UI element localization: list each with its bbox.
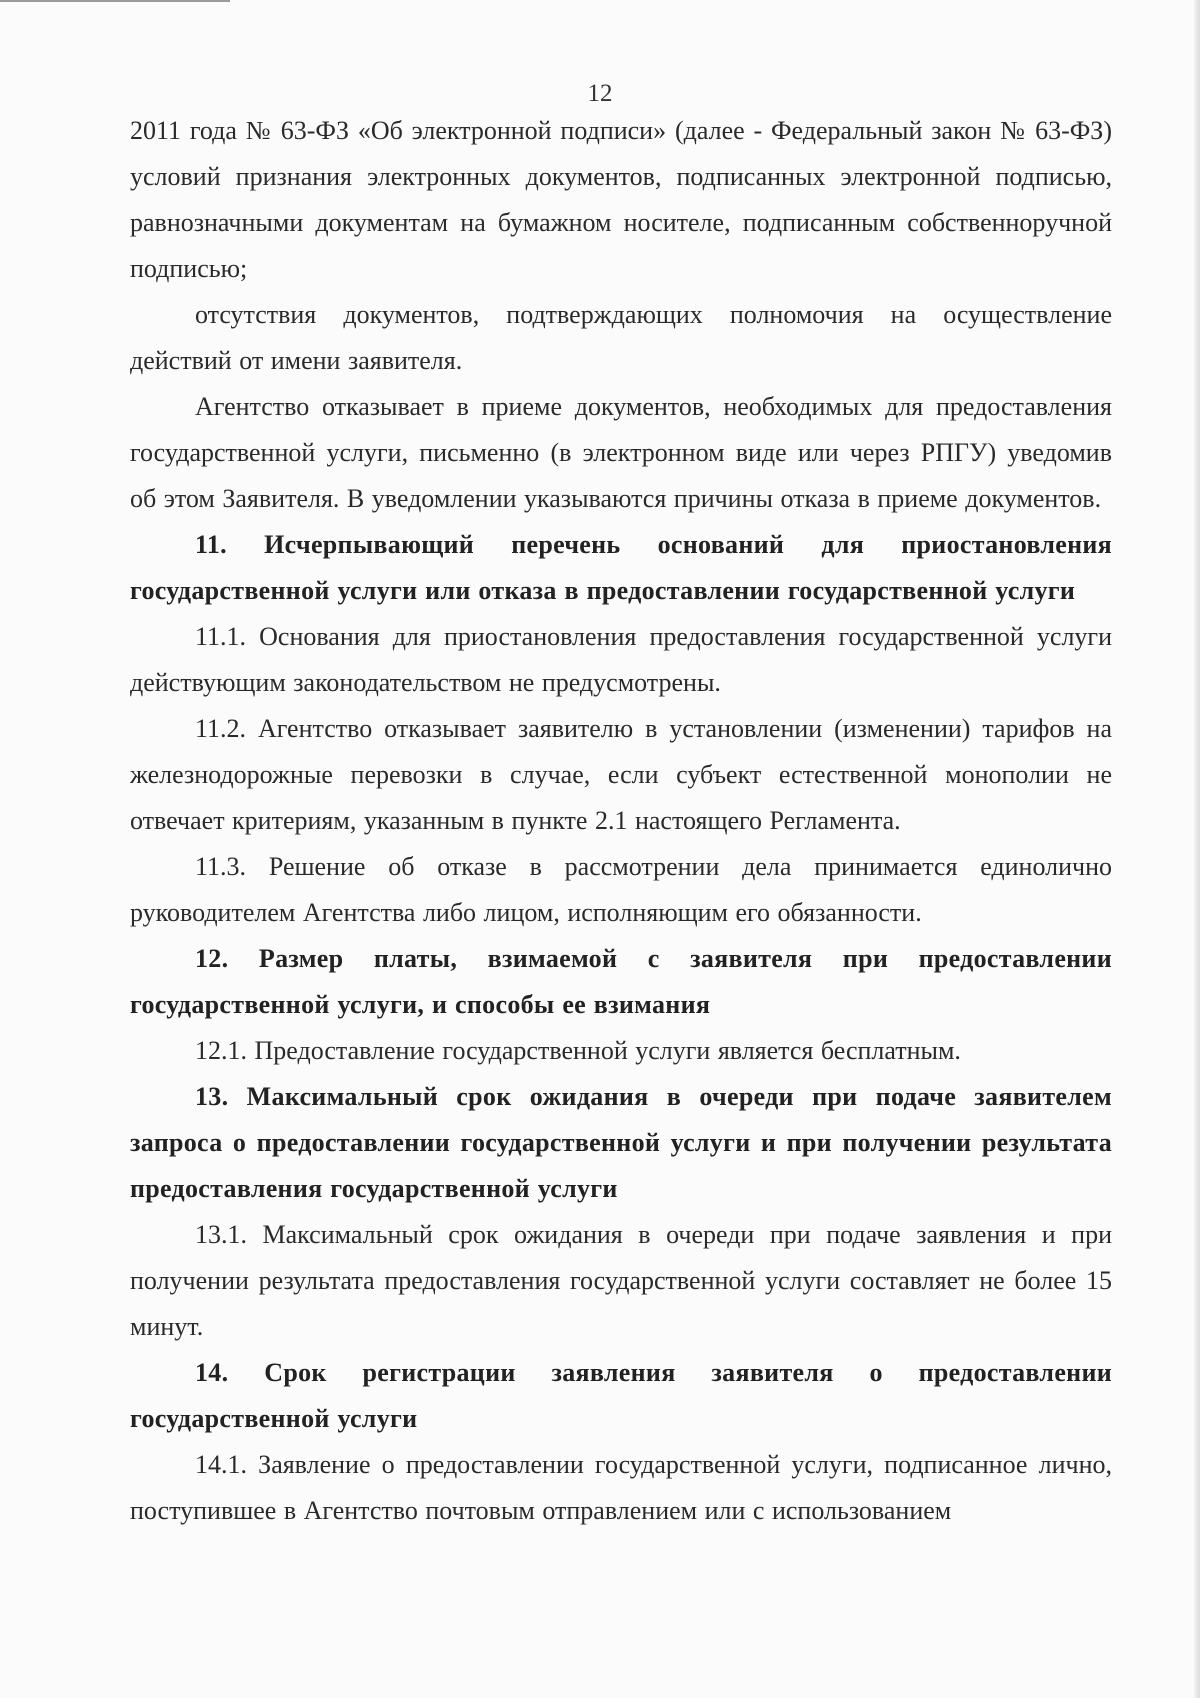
paragraph-agency-refusal: Агентство отказывает в приеме документов, необходимых для предоставления государственной услуги, письменно (в электронном виде или через РПГУ) уведомив об этом Заявителя. В уведомлении указываются причины отказа в приеме документов. <box>130 392 1112 513</box>
paragraph-12-1: 12.1. Предоставление государственной услуги является бесплатным. <box>195 1036 961 1065</box>
heading-section-13: 13. Максимальный срок ожидания в очереди при подаче заявителем запроса о предоставлении государственной услуги и при получении результата предоставления государственной услуги <box>130 1082 1112 1203</box>
paragraph-11-1: 11.1. Основания для приостановления предоставления государственной услуги действующим законодательством не предусмотрены. <box>130 622 1112 697</box>
heading-section-14: 14. Срок регистрации заявления заявителя о предоставлении государственной услуги <box>130 1358 1112 1433</box>
scan-edge-shadow <box>1194 0 1200 1698</box>
paragraph-13-1: 13.1. Максимальный срок ожидания в очереди при подаче заявления и при получении результата предоставления государственной услуги составляет не более 15 минут. <box>130 1220 1112 1341</box>
heading-section-11: 11. Исчерпывающий перечень оснований для приостановления государственной услуги или отказа в предоставлении государственной услуги <box>130 530 1112 605</box>
heading-section-12: 12. Размер платы, взимаемой с заявителя при предоставлении государственной услуги, и способы ее взимания <box>130 944 1112 1019</box>
document-body <box>130 108 1112 1534</box>
paragraph-11-2: 11.2. Агентство отказывает заявителю в установлении (изменении) тарифов на железнодорожные перевозки в случае, если субъект естественной монополии не отвечает критериям, указанным в пункте 2.1 настоящего Регламента. <box>130 714 1112 835</box>
paragraph-electronic-signature: 2011 года № 63-ФЗ «Об электронной подписи» (далее - Федеральный закон № 63-ФЗ) условий признания электронных документов, подписанных электронной подписью, равнозначными документам на бумажном носителе, подписанным собственноручной подписью; <box>130 116 1112 283</box>
top-edge-rule <box>0 0 230 2</box>
paragraph-missing-authority: отсутствия документов, подтверждающих полномочия на осуществление действий от имени заявителя. <box>130 300 1112 375</box>
page-number: 12 <box>587 80 613 107</box>
paragraph-14-1: 14.1. Заявление о предоставлении государственной услуги, подписанное лично, поступившее в Агентство почтовым отправлением или с использованием <box>130 1450 1112 1525</box>
paragraph-11-3: 11.3. Решение об отказе в рассмотрении дела принимается единолично руководителем Агентства либо лицом, исполняющим его обязанности. <box>130 852 1112 927</box>
